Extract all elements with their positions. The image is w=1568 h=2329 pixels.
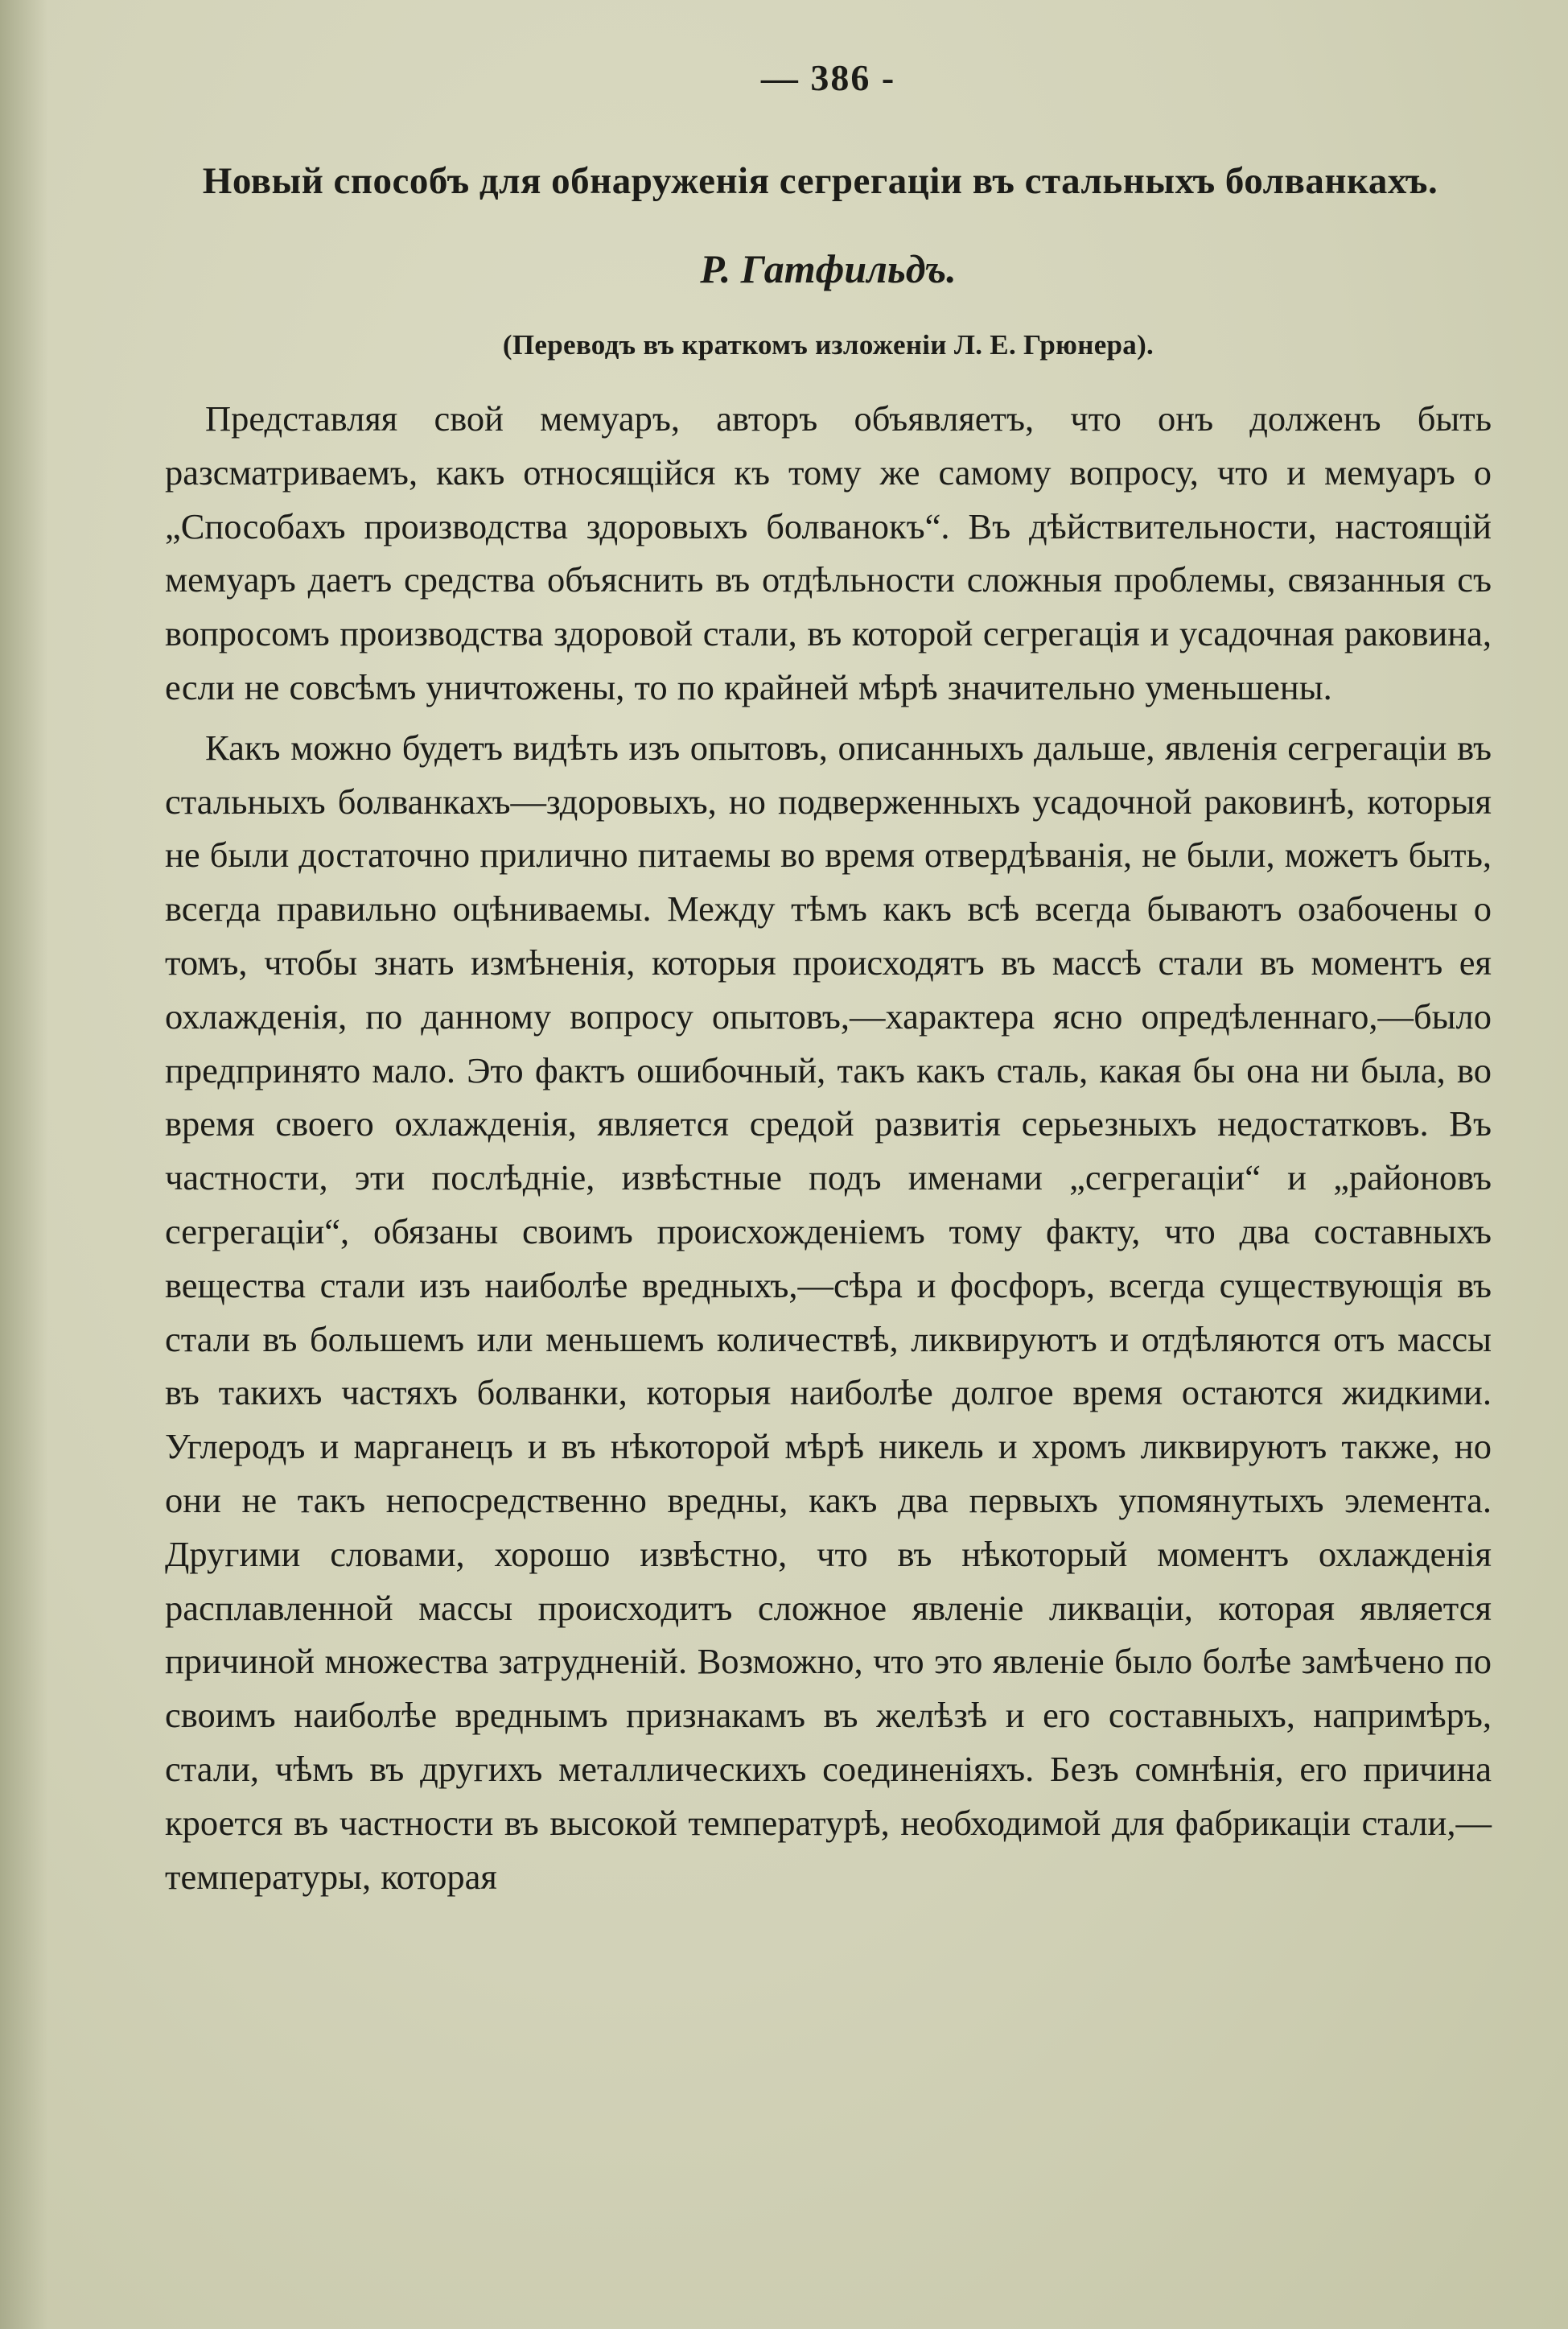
article-author: Р. Гатфильдъ. <box>700 246 957 291</box>
paragraph: Какъ можно будетъ видѣть изъ опытовъ, описанныхъ дальше, явленія сегрегаціи въ стальныхъ болванкахъ—здоровыхъ, но подверженныхъ усадочной раковинѣ, которыя не были достаточно прилично питаемы во время отвердѣванія, не были, можетъ быть, всегда правильно оцѣниваемы. Между тѣмъ какъ всѣ всегда бываютъ озабочены о томъ, чтобы знать измѣненія, которыя происходятъ въ массѣ стали въ моментъ ея охлажденія, по данному вопросу опытовъ,—характера ясно опредѣленнаго,—было предпринято мало. Это фактъ ошибочный, такъ какъ сталь, какая бы она ни была, во время своего охлажденія, является средой развитія серьезныхъ недостатковъ. Въ частности, эти послѣдніе, извѣстные подъ именами „сегрегаціи“ и „районовъ сегрегаціи“, обязаны своимъ происхожденіемъ тому факту, что два составныхъ вещества стали изъ наиболѣе вредныхъ,—сѣра и фосфоръ, всегда существующія въ стали въ большемъ или меньшемъ количествѣ, ликвируютъ и отдѣляются отъ массы въ такихъ частяхъ болванки, которыя наиболѣе долгое время остаются жидкими. Углеродъ и марганецъ и въ нѣкоторой мѣрѣ никель и хромъ ликвируютъ также, но они не такъ непосредственно вредны, какъ два первыхъ упомянутыхъ элемента. Другими словами, хорошо извѣстно, что въ нѣкоторый моментъ охлажденія расплавленной массы происходитъ сложное явленіе ликваціи, которая является причиной множества затрудненій. Возможно, что это явленіе было болѣе замѣчено по своимъ наиболѣе вреднымъ признакамъ въ желѣзѣ и его составныхъ, напримѣръ, стали, чѣмъ въ другихъ металлическихъ соединеніяхъ. Безъ сомнѣнія, его причина кроется въ частности въ высокой температурѣ, необходимой для фабрикаціи стали,—температуры, которая <box>165 727 1492 1897</box>
translator-note: (Переводъ въ краткомъ изложеніи Л. Е. Грюнера). <box>502 329 1154 361</box>
article-body <box>165 392 1492 1903</box>
page-number: — 386 - <box>760 57 896 98</box>
article-title: Новый способъ для обнаруженія сегрегаціи въ стальныхъ болванкахъ. <box>202 160 1438 202</box>
paragraph: Представляя свой мемуаръ, авторъ объявляетъ, что онъ долженъ быть разсматриваемъ, какъ относящійся къ тому же самому вопросу, что и мемуаръ о „Способахъ производства здоровыхъ болванокъ“. Въ дѣйствительности, настоящій мемуаръ даетъ средства объяснить въ отдѣльности сложныя проблемы, связанныя съ вопросомъ производства здоровой стали, въ которой сегрегація и усадочная раковина, если не совсѣмъ уничтожены, то по крайней мѣрѣ значительно уменьшены. <box>165 398 1492 707</box>
